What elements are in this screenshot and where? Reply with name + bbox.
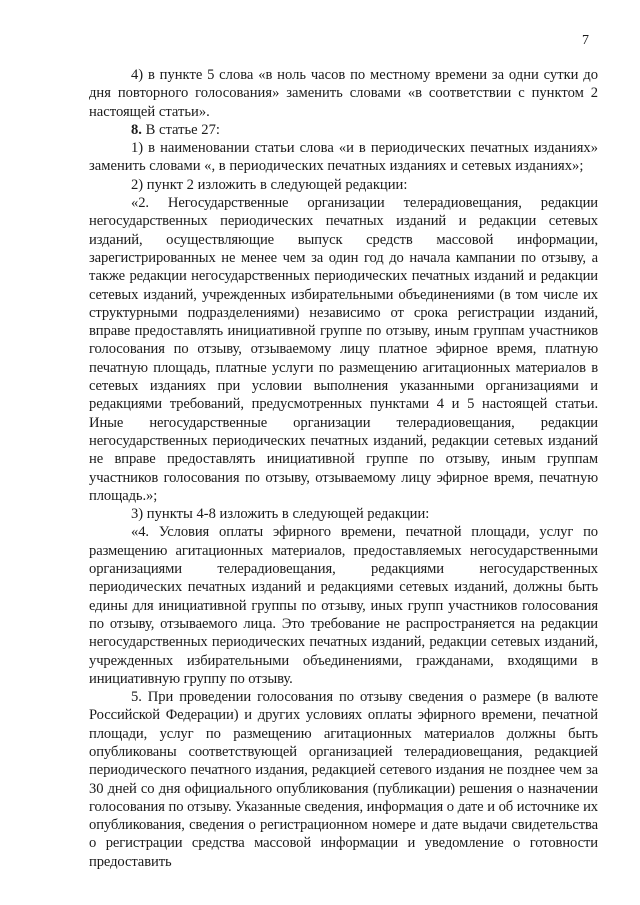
paragraph-subitem-1: 1) в наименовании статьи слова «и в периодических печатных изданиях» заменить словами «, в периодических печатных изданиях и сетевых изданиях»;	[89, 140, 598, 175]
page-number: 7	[582, 33, 589, 48]
paragraph-clause-2: «2. Негосударственные организации телерадиовещания, редакции негосударственных периодических печатных изданий и редакции сетевых изданий, осуществляющие выпуск средств массовой информации, зарегистрированных не менее чем за один год до начала кампании по отзыву, а также редакции негосударственных периодических печатных изданий и редакции сетевых изданий, учрежденных избирательными объединениями (в том числе их структурными подразделениями) независимо от срока регистрации изданий, вправе предоставлять инициативной группе по отзыву, иным группам участников голосования по отзыву, отзываемому лицу платное эфирное время, платную печатную площадь, платные услуги по размещению агитационных материалов в сетевых изданиях при условии выполнения указанными организациями и редакциями требований, предусмотренных пунктами 4 и 5 настоящей статьи. Иные негосударственные организации телерадиовещания, редакции негосударственных периодических печатных изданий, редакции сетевых изданий не вправе предоставлять инициативной группе по отзыву, иным группам участников голосования по отзыву, отзываемому лицу эфирное время, печатную площадь.»;	[89, 195, 598, 504]
section-number: 8.	[131, 121, 142, 138]
paragraph-clause-5: 5. При проведении голосования по отзыву сведения о размере (в валюте Российской Федерации) и других условиях оплаты эфирного времени, печатной площади, услуг по размещению агитационных материалов должны быть опубликованы соответствующей организацией телерадиовещания, редакцией периодического печатного издания, редакцией сетевого издания не позднее чем за 30 дней со дня официального опубликования (публикации) решения о назначении голосования по отзыву. Указанные сведения, информация о дате и об источнике их опубликования, сведения о регистрационном номере и дате выдачи свидетельства о регистрации средства массовой информации и уведомление о готовности предоставить	[89, 689, 598, 870]
document-body	[89, 66, 598, 871]
paragraph-clause-4: «4. Условия оплаты эфирного времени, печатной площади, услуг по размещению агитационных материалов, предоставляемых негосударственными организациями телерадиовещания, редакциями негосударственных периодических печатных изданий и редакциями сетевых изданий, должны быть едины для инициативной группы по отзыву, иных групп участников голосования по отзыву, отзываемого лица. Это требование не распространяется на редакции негосударственных периодических печатных изданий, редакции сетевых изданий, учрежденных избирательными объединениями, гражданами, входящими в инициативную группу по отзыву.	[89, 524, 598, 687]
paragraph-item-4: 4) в пункте 5 слова «в ноль часов по местному времени за одни сутки до дня повторного голосования» заменить словами «в соответствии с пунктом 2 настоящей статьи».	[89, 67, 598, 120]
paragraph-subitem-2: 2) пункт 2 изложить в следующей редакции:	[131, 176, 408, 193]
article-27-heading	[89, 121, 598, 139]
section-heading-text: В статье 27:	[141, 121, 220, 138]
paragraph-subitem-3: 3) пункты 4-8 изложить в следующей редакции:	[131, 506, 430, 523]
